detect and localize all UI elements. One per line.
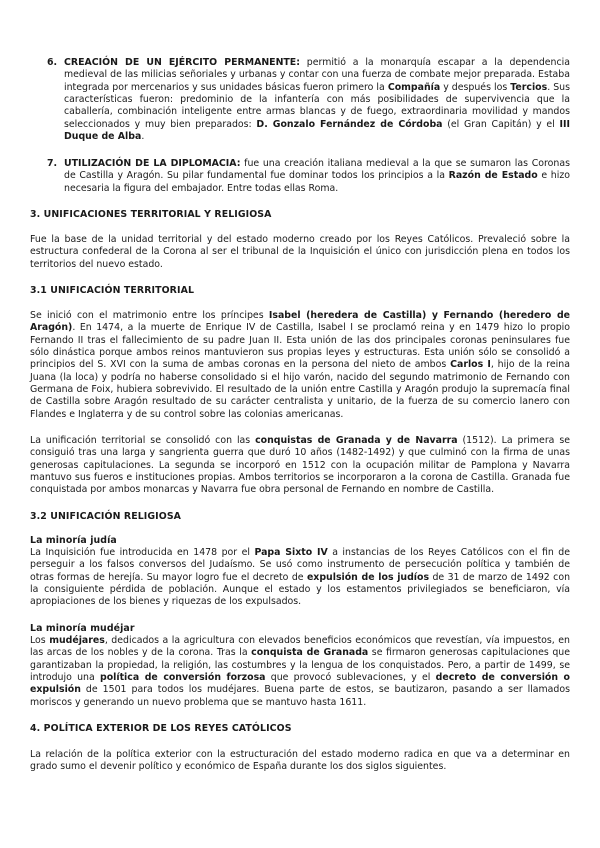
bold-run: política de conversión forzosa bbox=[100, 672, 266, 684]
text-run: que provocó sublevaciones, y el bbox=[265, 672, 436, 684]
list-item-diplomacia bbox=[64, 158, 570, 195]
bold-run: conquista de Granada bbox=[251, 647, 369, 659]
text-run: se firmaron generosas capitulaciones que garantizaban la propiedad, la religión, las costumbres y la lengua de los conquistados. Pero, a partir de 1499, se introdujo una bbox=[30, 647, 570, 684]
paragraph bbox=[30, 547, 570, 609]
bold-run: Isabel (heredera de Castilla) y Fernando (heredero de Aragón) bbox=[30, 310, 571, 334]
bold-run: expulsión de los judíos bbox=[306, 571, 430, 583]
text-run: (1512). La primera se consiguió tras una larga y sangrienta guerra que duró 10 años (1482-1492) y que culminó con la firma de unas generosas capitulaciones. La segunda se incorporó en 1512 con la ocupación militar de Pamplona y Navarra mantuvo sus fueros e instituciones propias. Ambos territorios se incorporaron a la corona de Castilla. Granada fue conquistada por ambos monarcas y Navarra fue obra personal de Fernando en nombre de Castilla. bbox=[30, 435, 570, 496]
section-heading: 4. POLÍTICA EXTERIOR DE LOS REYES CATÓLICOS bbox=[30, 723, 292, 734]
bold-run: mudéjares bbox=[49, 635, 105, 646]
minority-heading: La minoría judía bbox=[30, 535, 117, 546]
bold-run: Carlos I bbox=[450, 359, 491, 371]
list-item-ejercito bbox=[64, 57, 570, 143]
minority-heading: La minoría mudéjar bbox=[30, 623, 135, 634]
text-run: e hizo necesaria la figura del embajador. Entre todas ellas Roma. bbox=[64, 170, 570, 194]
text-run: Fue la base de la unidad territorial y del estado moderno creado por los Reyes Católicos. Prevaleció sobre la estructura confederal de la Corona al ser el tribunal de la Inquisición el único con jurisdicción plena en todos los territorios del nuevo estado. bbox=[30, 234, 570, 270]
bold-run: III Duque de Alba bbox=[64, 118, 570, 143]
text-run: (el Gran Capitán) y el bbox=[442, 118, 560, 130]
text-run: fue una creación italiana medieval a la que se sumaron las Coronas de Castilla y Aragón. Su pilar fundamental fue dominar todos los principios a la bbox=[64, 158, 570, 182]
bold-run: decreto de conversión o expulsión bbox=[30, 672, 571, 696]
subsection-heading: 3.2 UNIFICACIÓN RELIGIOSA bbox=[30, 511, 182, 522]
bold-run: CREACIÓN DE UN EJÉRCITO PERMANENTE: bbox=[64, 57, 300, 68]
text-run: . Sus características fueron: predominio de la infantería con más posibilidades de supervivencia que la caballería, combinación inteligente entre armas blancas y de fuego, extraordinaria movilidad y mandos seleccionados y muy bien preparados: bbox=[64, 81, 570, 130]
text-run: Los bbox=[30, 635, 50, 646]
text-run: y después los bbox=[440, 81, 511, 93]
bold-run: conquistas de Granada y de Navarra bbox=[255, 435, 458, 446]
section-heading: 3. UNIFICACIONES TERRITORIAL Y RELIGIOSA bbox=[30, 209, 272, 220]
text-run: de 31 de marzo de 1492 con la consiguiente pérdida de población. Aunque el estado y los estamentos privilegiados se beneficiaron, vía apropiaciones de los bienes y riquezas de los expulsados. bbox=[30, 571, 571, 608]
paragraph bbox=[30, 435, 570, 497]
text-run: , hijo de la reina Juana (la loca) y podría no haberse consolidado si el hijo varón, nacido del segundo matrimonio de Fernando con Germana de Foix, hubiera sobrevivido. El resultado de la unión entre Castilla y Aragón produjo la supremacía final de Castilla sobre Aragón resultado de su carácter centralista y unitario, de la fuerza de su comercio lanero con Flandes e Inglaterra y de su control sobre las colonias americanas. bbox=[30, 359, 570, 420]
text-run: La Inquisición fue introducida en 1478 por el bbox=[30, 547, 255, 558]
paragraph bbox=[30, 234, 570, 271]
paragraph bbox=[30, 310, 570, 421]
paragraph bbox=[30, 749, 570, 774]
text-run: . bbox=[141, 131, 145, 143]
text-run: a instancias de los Reyes Católicos con el fin de perseguir a los falsos conversos del Judaísmo. Se usó como instrumento de persecución política y también de otras formas de herejía. Su mayor logro fue el decreto de bbox=[30, 547, 571, 583]
bold-run: UTILIZACIÓN DE LA DIPLOMACIA: bbox=[64, 158, 241, 169]
paragraph bbox=[30, 635, 570, 709]
bold-run: Compañía bbox=[387, 81, 441, 93]
bold-run: D. Gonzalo Fernández de Córdoba bbox=[256, 118, 443, 130]
text-run: La unificación territorial se consolidó con las bbox=[30, 435, 256, 446]
bold-run: Razón de Estado bbox=[448, 170, 538, 182]
list-number: 7. bbox=[47, 158, 58, 169]
text-run: Se inició con el matrimonio entre los príncipes bbox=[30, 310, 269, 321]
list-number: 6. bbox=[47, 57, 58, 68]
text-run: de 1501 para todos los mudéjares. Buena parte de estos, se bautizaron, pasando a ser llamados moriscos y generando un nuevo problema que se mantuvo hasta 1611. bbox=[30, 684, 570, 708]
text-run: , dedicados a la agricultura con elevados beneficios económicos que revestían, vía impuestos, en las arcas de los nobles y de la corona. Tras la bbox=[30, 635, 570, 659]
text-run: . En 1474, a la muerte de Enrique IV de Castilla, Isabel I se proclamó reina y en 1479 hizo lo propio Fernando II tras el fallecimiento de su padre Juan II. Esta unión de las dos principales coronas peninsulares fue sólo dinástica porque ambos reinos mantuvieron sus propias leyes y estructuras. Esta unión sólo se consolidó a principios del S. XVI con la suma de ambas coronas en la persona del nieto de ambos bbox=[30, 322, 570, 371]
text-run: permitió a la monarquía escapar a la dependencia medieval de las milicias señoriales y urbanas y contar con una fuerza de combate mejor preparada. Estaba integrada por mercenarios y sus unidades básicas fueron primero la bbox=[64, 57, 570, 93]
bold-run: Tercios bbox=[510, 81, 548, 93]
text-run: La relación de la política exterior con la estructuración del estado moderno radica en que va a determinar en grado sumo el devenir político y económico de España durante los dos siglos siguientes. bbox=[30, 749, 570, 773]
subsection-heading: 3.1 UNIFICACIÓN TERRITORIAL bbox=[30, 285, 195, 296]
bold-run: Papa Sixto IV bbox=[254, 547, 328, 558]
